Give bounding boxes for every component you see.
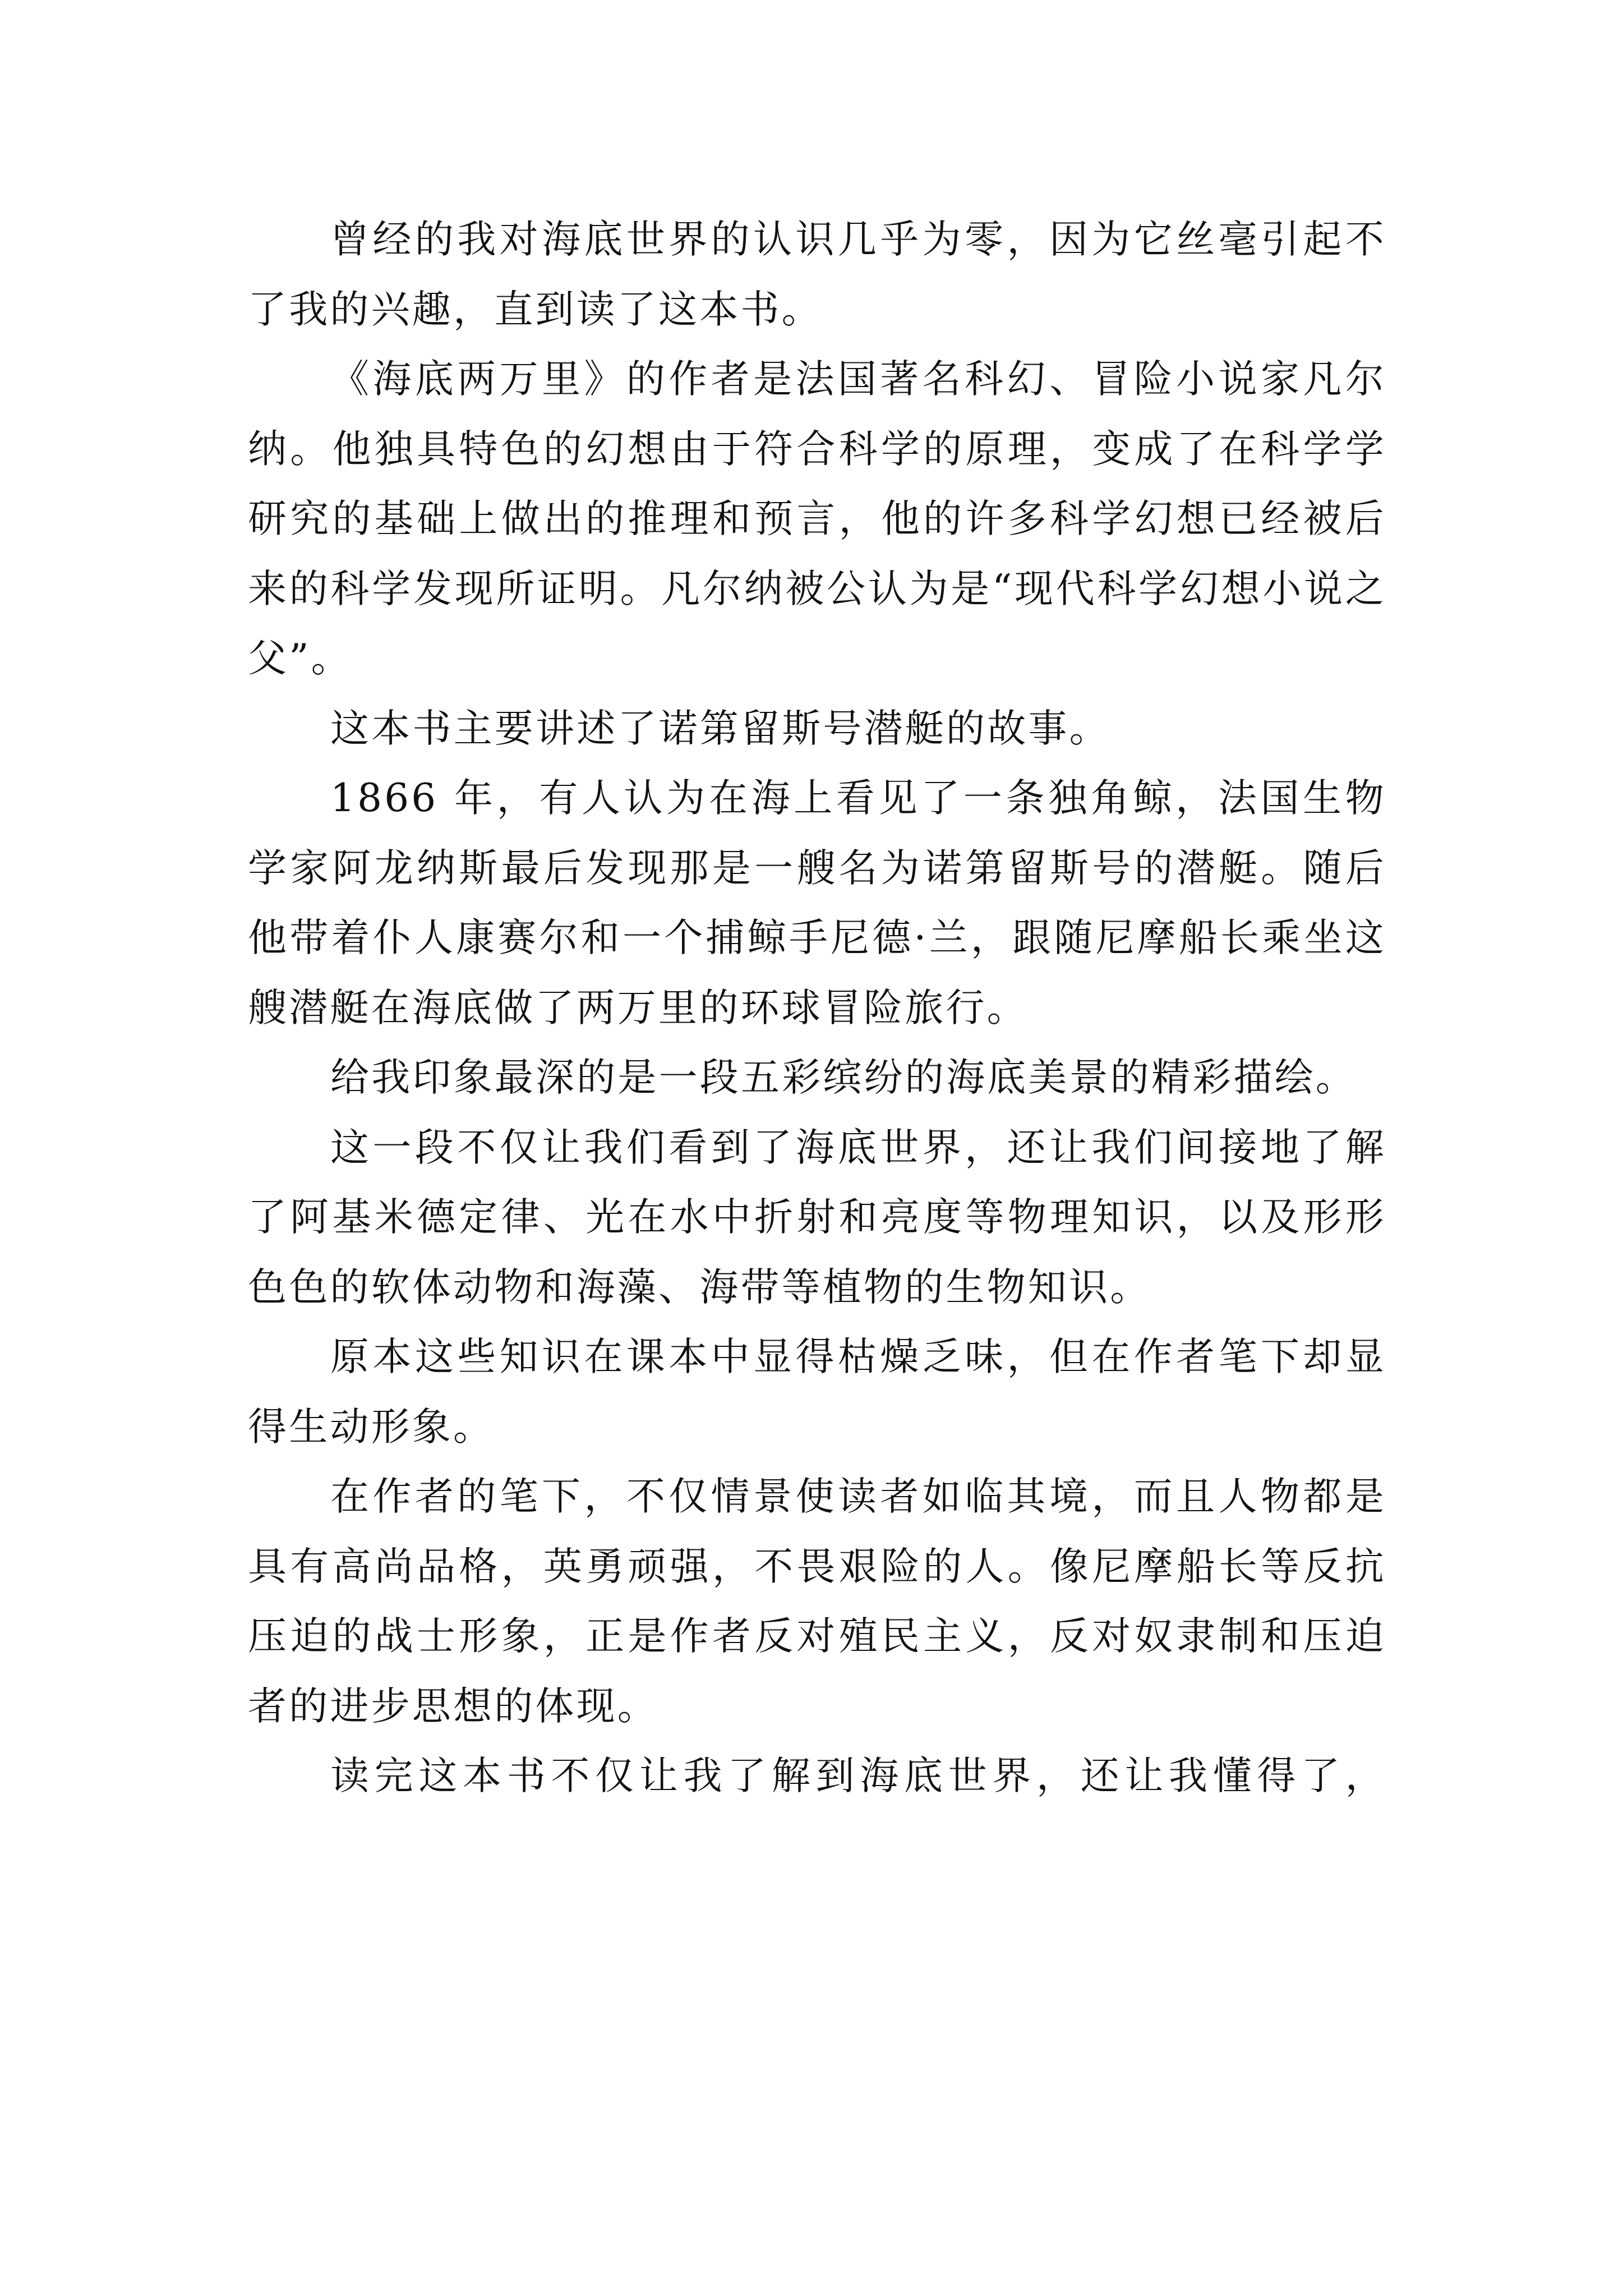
paragraph-7: 原本这些知识在课本中显得枯燥乏味，但在作者笔下却显得生动形象。 xyxy=(248,1335,1386,1450)
paragraph-8: 在作者的笔下，不仅情景使读者如临其境，而且人物都是具有高尚品格，英勇顽强，不畏艰险的人。像尼摩船长等反抗压迫的战士形象，正是作者反对殖民主义，反对奴隶制和压迫者的进步思想的体现。 xyxy=(248,1474,1386,1729)
paragraph-5: 给我印象最深的是一段五彩缤纷的海底美景的精彩描绘。 xyxy=(330,1055,1357,1100)
paragraph-1: 曾经的我对海底世界的认识几乎为零，因为它丝毫引起不了我的兴趣，直到读了这本书。 xyxy=(248,217,1386,332)
document-body xyxy=(248,205,1386,1811)
paragraph-9: 读完这本书不仅让我了解到海底世界，还让我懂得了， xyxy=(330,1754,1386,1798)
paragraph-2: 《海底两万里》的作者是法国著名科幻、冒险小说家凡尔纳。他独具特色的幻想由于符合科学的原理，变成了在科学学研究的基础上做出的推理和预言，他的许多科学幻想已经被后来的科学发现所证明。凡尔纳被公认为是“现代科学幻想小说之父”。 xyxy=(248,357,1386,681)
paragraph-6: 这一段不仅让我们看到了海底世界，还让我们间接地了解了阿基米德定律、光在水中折射和亮度等物理知识，以及形形色色的软体动物和海藻、海带等植物的生物知识。 xyxy=(248,1125,1386,1310)
paragraph-3: 这本书主要讲述了诺第留斯号潜艇的故事。 xyxy=(330,706,1110,751)
paragraph-4: 1866 年，有人认为在海上看见了一条独角鲸，法国生物学家阿龙纳斯最后发现那是一艘名为诺第留斯号的潜艇。随后他带着仆人康赛尔和一个捕鲸手尼德·兰，跟随尼摩船长乘坐这艘潜艇在海底做了两万里的环球冒险旅行。 xyxy=(248,776,1386,1030)
